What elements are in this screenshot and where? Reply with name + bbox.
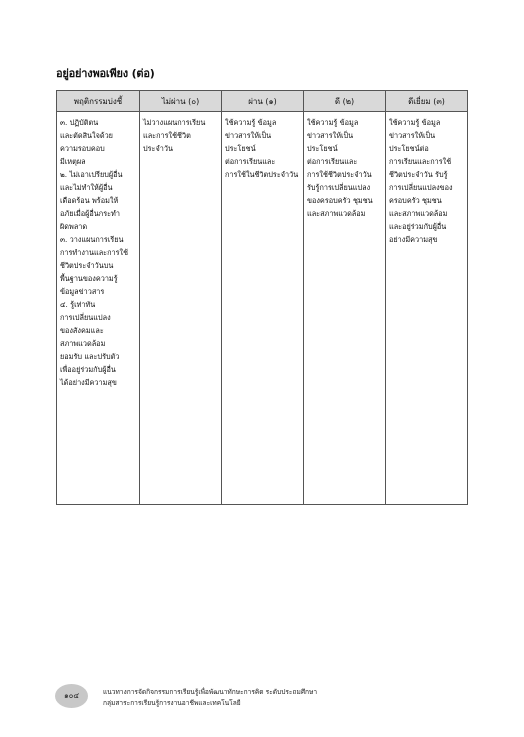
cell-line: ข่าวสารให้เป็น: [225, 131, 272, 140]
cell-line: การทำงานและการใช้: [60, 248, 129, 257]
cell-line: ๓. ปฏิบัติตน: [60, 118, 99, 127]
cell-line: ต่อการเรียนและ: [307, 157, 358, 166]
cell-line: อย่างมีความสุข: [389, 235, 438, 244]
cell-line: และอยู่ร่วมกับผู้อื่น: [389, 222, 447, 231]
cell-line: ประโยชน์ต่อ: [389, 144, 429, 153]
cell-line: การเปลี่ยนแปลง: [60, 313, 111, 322]
cell-line: ไม่วางแผนการเรียน: [143, 118, 206, 127]
cell-line: ๒. ไม่เอาเปรียบผู้อื่น: [60, 170, 123, 179]
cell-line: ของสังคมและ: [60, 326, 104, 335]
cell-line: ยอมรับ และปรับตัว: [60, 352, 120, 361]
header-fail: ไม่ผ่าน (๐): [140, 91, 222, 112]
cell-line: ความรอบคอบ: [60, 144, 105, 153]
table-row: [57, 112, 468, 505]
cell-line: และสภาพแวดล้อม: [389, 209, 448, 218]
footer-subject: กลุ่มสาระการเรียนรู้การงานอาชีพและเทคโนโลยี: [103, 699, 241, 707]
cell-line: ใช้ความรู้ ข้อมูล: [307, 118, 359, 127]
cell-line: มีเหตุผล: [60, 157, 86, 166]
header-pass: ผ่าน (๑): [222, 91, 304, 112]
table-header-row: [57, 91, 468, 112]
cell-indicator: [57, 112, 140, 505]
cell-pass: [222, 112, 304, 505]
cell-line: ของครอบครัว ชุมชน: [307, 196, 373, 205]
cell-line: ข้อมูลข่าวสาร: [60, 287, 105, 296]
cell-fail: [140, 112, 222, 505]
cell-line: สภาพแวดล้อม: [60, 339, 106, 348]
header-excellent: ดีเยี่ยม (๓): [386, 91, 468, 112]
page-number: ๑๐๔: [63, 691, 79, 700]
footer-book-title: แนวทางการจัดกิจกรรมการเรียนรู้เพื่อพัฒนาทักษะการคิด ระดับประถมศึกษา: [103, 688, 318, 696]
cell-line: และการใช้ชีวิต: [143, 131, 191, 140]
cell-line: ใช้ความรู้ ข้อมูล: [225, 118, 277, 127]
cell-line: เดือดร้อน พร้อมให้: [60, 196, 119, 205]
cell-line: ข่าวสารให้เป็น: [389, 131, 436, 140]
cell-line: ชีวิตประจำวันบน: [60, 261, 114, 270]
cell-line: พื้นฐานของความรู้: [60, 274, 118, 283]
rubric-table: [56, 90, 468, 505]
header-good: ดี (๒): [304, 91, 386, 112]
cell-line: และสภาพแวดล้อม: [307, 209, 366, 218]
cell-line: ประโยชน์: [225, 144, 256, 153]
cell-line: รับรู้การเปลี่ยนแปลง: [307, 183, 371, 192]
cell-line: ๔. รู้เท่าทัน: [60, 300, 96, 309]
cell-line: ผิดพลาด: [60, 222, 88, 231]
cell-line: ประจำวัน: [143, 144, 173, 153]
cell-line: ใช้ความรู้ ข้อมูล: [389, 118, 441, 127]
cell-excellent: [386, 112, 468, 505]
cell-line: ข่าวสารให้เป็น: [307, 131, 354, 140]
header-indicator: พฤติกรรมบ่งชี้: [57, 91, 140, 112]
cell-line: ชีวิตประจำวัน รับรู้: [389, 170, 448, 179]
cell-line: อภัยเมื่อผู้อื่นกระทำ: [60, 209, 120, 218]
cell-good: [304, 112, 386, 505]
cell-line: เพื่ออยู่ร่วมกับผู้อื่น: [60, 365, 116, 374]
page-number-badge: [55, 684, 88, 708]
page-title: อยู่อย่างพอเพียง (ต่อ): [56, 67, 155, 80]
cell-line: การเรียนและการใช้: [389, 157, 452, 166]
cell-line: ๓. วางแผนการเรียน: [60, 235, 124, 244]
cell-line: การใช้ในชีวิตประจำวัน: [225, 170, 299, 179]
cell-line: ต่อการเรียนและ: [225, 157, 276, 166]
cell-line: ได้อย่างมีความสุข: [60, 378, 117, 387]
cell-line: การใช้ชีวิตประจำวัน: [307, 170, 372, 179]
cell-line: ประโยชน์: [307, 144, 338, 153]
cell-line: และไม่ทำให้ผู้อื่น: [60, 183, 113, 192]
cell-line: และตัดสินใจด้วย: [60, 131, 113, 140]
cell-line: ครอบครัว ชุมชน: [389, 196, 442, 205]
cell-line: การเปลี่ยนแปลงของ: [389, 183, 453, 192]
